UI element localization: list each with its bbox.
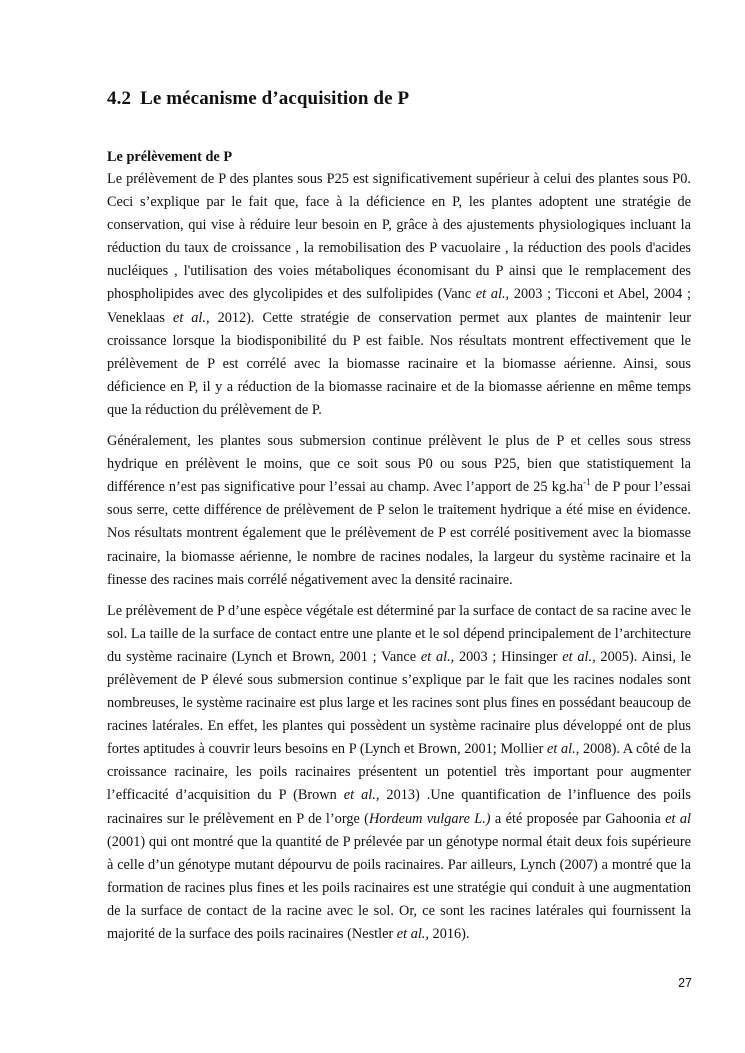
text-run: 2008). A côté de la croissance racinaire, les poils racinaires présentent un potentiel très important pour augmenter l’efficacité d’acquisition du P (Brown	[107, 741, 692, 804]
text-run: Le prélèvement de P des plantes sous P25 est significativement supérieur à celui des plantes sous P0. Ceci s’explique par le fait que, face à la déficience en P, les plantes adoptent une stratégie de conservation, qui vise à réduire leur besoin en P, grâce à des ajustements physiologiques incluant la réduction du taux de croissance , la remobilisation des P vacuolaire , la réduction des pools d'acides nucléiques , l'utilisation des voies métaboliques économisant du P ainsi que le remplacement des phospholipides avec des glycolipides et des sulfolipides (Vanc	[107, 171, 691, 303]
paragraph	[107, 600, 691, 946]
page-number: 27	[678, 976, 692, 990]
paragraph	[107, 430, 691, 592]
text-run: 2003 ; Ticconi et Abel, 2004 ; Veneklaas	[107, 286, 691, 326]
section-number: 4.2	[107, 88, 132, 109]
italic-text: et al.,	[396, 926, 429, 942]
italic-text: et al	[665, 810, 691, 827]
subheading: Le prélèvement de P	[107, 149, 233, 165]
section-title: Le mécanisme d’acquisition de P	[140, 88, 410, 109]
text-run: de P pour l’essai sous serre, cette différence de prélèvement de P selon le traitement hydrique a été mise en évidence. Nos résultats montrent également que le prélèvement de P est corrélé positivement avec la biomasse racinaire, la biomasse aérienne, le nombre de racines nodales, la largeur du système racinaire et la finesse des racines mais corrélé négativement avec la densité racinaire.	[107, 479, 691, 588]
text-run: (2001) qui ont montré que la quantité de P prélevée par un génotype normal était deux fois supérieure à celle d’un génotype mutant dépourvu de poils racinaires. Par ailleurs, Lynch (2007) a montré que la formation de racines plus fines et les poils racinaires est une stratégie qui conduit à une augmentation de la surface de contact de la racine avec le sol. Or, ce sont les racines latérales qui fournissent la majorité de la surface des poils racinaires (Nestler	[107, 833, 691, 942]
text-run: 2016).	[428, 926, 470, 942]
body-text	[107, 168, 691, 946]
italic-text: et al.,	[420, 648, 455, 665]
text-run: Généralement, les plantes sous submersion continue prélèvent le plus de P et celles sous stress hydrique en prélèvent le moins, que ce soit sous P0 ou sous P25, bien que statistiquement la différence n’est pas significative pour l’essai au champ. Avec l’apport de 25 kg.ha	[107, 433, 691, 496]
paragraph	[107, 168, 691, 422]
italic-text: et al.,	[562, 648, 596, 665]
text-run: 2013) .Une quantification de l’influence des poils racinaires sur le prélèvement en P de l’orge (	[107, 787, 691, 827]
italic-text: et al.,	[475, 286, 510, 303]
text-run: 2012). Cette stratégie de conservation permet aux plantes de maintenir leur croissance lorsque la biodisponibilité du P est faible. Nos résultats montrent effectivement que le prélèvement de P est corrélé avec la biomasse racinaire et la biomasse aérienne. Ainsi, sous déficience en P, il y a réduction de la biomasse racinaire et de la biomasse aérienne en même temps que la réduction du prélèvement de P.	[107, 309, 691, 418]
text-run: 2005). Ainsi, le prélèvement de P élevé sous submersion continue s’explique par le fait que les racines nodales sont nombreuses, le système racinaire est plus large et les racines sont plus fines en possédant beaucoup de racines latérales. En effet, les plantes qui possèdent un système racinaire plus développé ont de plus fortes aptitudes à couvrir leurs besoins en P (Lynch et Brown, 2001; Mollier	[107, 648, 691, 758]
italic-text: et al.,	[343, 787, 380, 804]
italic-text: Hordeum vulgare L.)	[368, 810, 491, 827]
text-run: Le prélèvement de P d’une espèce végétale est déterminé par la surface de contact de sa racine avec le sol. La taille de la surface de contact entre une plante et le sol dépend principalement de l’architecture du système racinaire (Lynch et Brown, 2001 ; Vance	[107, 602, 691, 665]
text-run: a été proposée par Gahoonia	[490, 810, 666, 827]
superscript-text: -1	[583, 477, 591, 488]
document-page	[107, 88, 691, 954]
italic-text: et al.,	[547, 741, 580, 758]
italic-text: et al.,	[172, 309, 210, 326]
section-heading	[107, 88, 691, 110]
text-run: 2003 ; Hinsinger	[454, 648, 563, 665]
